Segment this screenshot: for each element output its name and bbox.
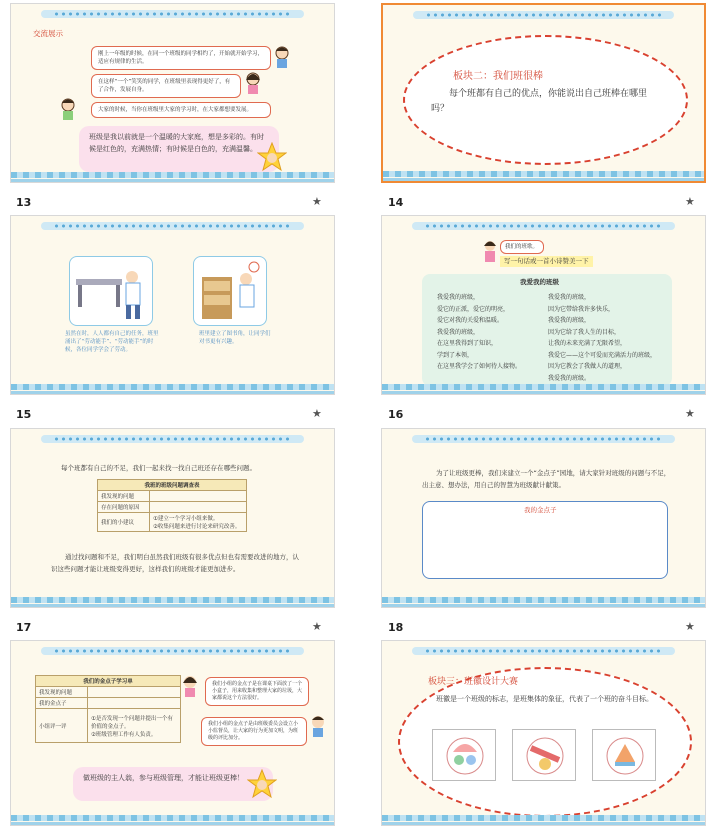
intro-text: 每个班都有自己的不足，我们一起来找一找自己班还存在哪些问题。	[61, 464, 256, 472]
dot-pattern	[53, 223, 292, 229]
dot-pattern	[53, 11, 292, 17]
girl-avatar	[244, 72, 262, 94]
poem-line: 在这里我学会了如何待人接物。	[437, 363, 522, 370]
girl-avatar	[482, 240, 498, 266]
star-girl-icon	[247, 769, 277, 801]
boy-avatar-2	[59, 98, 77, 120]
bottom-band	[11, 597, 334, 603]
summary-box: 做班级的主人翁，参与班级管理，才能让班级更棒！	[73, 767, 273, 801]
bottom-band	[11, 172, 334, 178]
slide-number: 18	[388, 621, 404, 634]
poem-line: 我爱它——这个可爱而充满活力的班级，	[548, 351, 657, 359]
speech-bubble-3: 大家的时候，当你在班级里大家的学习时，在大家都想要发展。	[91, 102, 271, 118]
bottom-band	[382, 384, 705, 390]
speech-bubble-1: 刚上一年级的时候，在同一个班级的同学相约了，开始就开始学习，适应有规律的生活。	[91, 46, 271, 70]
speech-bubble-1: 我们小组的金点子是在课桌下面放了一个小盒子，用来收集和整理大家的垃圾，大家都说这个方法很好。	[205, 677, 309, 706]
bottom-line	[382, 604, 705, 607]
dot-pattern	[424, 223, 663, 229]
row-label: 存在问题的原因	[98, 502, 150, 513]
row-label: 我们的小建议	[98, 513, 150, 532]
eval-1: ①是否发现一个问题并提出一个有价值的金点子。	[91, 715, 173, 730]
slide-thumbnail-19[interactable]	[10, 640, 335, 826]
poem-line: 爱它对我的关爱和温暖。	[437, 317, 504, 324]
poem-line: 我爱我的班级，	[437, 294, 480, 301]
speech-bubble: 我们的班歌。	[500, 240, 544, 254]
table-cell[interactable]	[150, 491, 247, 502]
slide-number: 14	[388, 196, 404, 209]
star-icon[interactable]: ★	[312, 620, 322, 633]
golden-idea-table	[35, 675, 181, 743]
table-cell[interactable]	[88, 687, 181, 698]
boy-avatar	[309, 715, 327, 737]
summary-paragraph: 通过找问题和不足，我们明白虽然我们班级有很多优点但也有需要改进的地方，认识这些问题才能让班级变得更好，这样我们的班级才能更加进步。	[51, 553, 299, 573]
section-body: 每个班都有自己的优点，你能说出自己班棒在哪里吗？	[431, 89, 648, 114]
summary-box: 班级是我以前就是一个温暖的大家庭，想是多彩的。有时候是红色的，充满热情；有时候是白色的，充满温馨。	[79, 126, 279, 172]
poem-title: 我爱我的班级	[520, 278, 559, 286]
row-label: 我发现的问题	[36, 687, 88, 698]
slide-number: 17	[16, 621, 32, 634]
bottom-band	[383, 171, 704, 177]
caption-1: 虽然在时，人人都有自己的任务，班里涌出了“劳动能手”、“劳动能手”的时候，各位同学学会了劳动。	[65, 331, 159, 353]
classroom-cleaning-picture	[69, 256, 153, 326]
bottom-band	[382, 597, 705, 603]
table-cell	[88, 709, 181, 743]
section-heading: 板块三：班徽设计大赛	[428, 677, 519, 687]
slide-title: 交流展示	[33, 29, 63, 38]
row-label: 我的金点子	[36, 698, 88, 709]
caption-2: 班里建立了图书角，让同学们对书更有兴趣。	[199, 331, 271, 345]
class-badge-sample-3	[592, 729, 656, 781]
bottom-band	[382, 815, 705, 821]
star-icon[interactable]: ★	[312, 407, 322, 420]
section-heading: 板块二：我们班很棒	[453, 71, 543, 82]
star-girl-icon	[257, 142, 287, 174]
poem-line: 我爱我的班级，	[437, 328, 480, 336]
slide-thumbnail-13[interactable]	[10, 3, 335, 183]
bottom-line	[383, 178, 704, 181]
bottom-line	[11, 822, 334, 825]
slide-thumbnail-20[interactable]	[381, 640, 706, 826]
slide-thumbnail-14[interactable]	[381, 3, 706, 183]
bottom-line	[11, 391, 334, 394]
star-icon[interactable]: ★	[685, 195, 695, 208]
poem-line: 我爱我的班级，	[548, 317, 591, 324]
dot-pattern	[424, 436, 663, 442]
table-cell[interactable]	[88, 698, 181, 709]
problem-survey-table	[97, 479, 247, 532]
poem-column-1	[437, 292, 547, 373]
slide-thumbnail-15[interactable]	[10, 215, 335, 395]
table-title: 我班的班级问题调查表	[98, 480, 247, 491]
eval-2: ②班级管理工作有人负责。	[91, 731, 157, 738]
suggestion-1: ①建立一个学习小组来做。	[153, 516, 219, 522]
table-cell	[150, 513, 247, 532]
poem-column-2	[548, 292, 670, 384]
star-icon[interactable]: ★	[685, 407, 695, 420]
dot-pattern	[425, 12, 662, 18]
table-cell[interactable]	[150, 502, 247, 513]
speech-bubble-2: 我们小组的金点子是由班级委员会设立小小监督员，让大家的行为更加文明，为班级的评比加分。	[201, 717, 307, 746]
speech-bubble-2: 在这样“一个”笑笑的同学，在班级里表现得更好了，有了合作，发展自身。	[91, 74, 241, 98]
row-label: 小组评一评	[36, 709, 88, 743]
bottom-line	[382, 822, 705, 825]
slide-thumbnail-17[interactable]	[10, 428, 335, 608]
slide-thumbnail-16[interactable]	[381, 215, 706, 395]
row-label: 我发现的问题	[98, 491, 150, 502]
slide-number: 15	[16, 408, 32, 421]
bottom-line	[11, 604, 334, 607]
poem-line: 我爱我的班级。	[548, 374, 591, 382]
poem-line: 因为它带给我许多快乐，	[548, 305, 615, 313]
poem-line: 学到了本领，	[437, 351, 474, 359]
slide-thumbnail-18[interactable]	[381, 428, 706, 608]
poem-line: 在这里我得到了知识，	[437, 340, 498, 347]
bottom-line	[11, 179, 334, 182]
suggestion-2: ②收集问题来进行讨论来研究改善。	[153, 524, 241, 530]
poem-line: 爱它的正派，爱它的明亮，	[437, 305, 510, 313]
bottom-band	[11, 815, 334, 821]
dot-pattern	[53, 648, 292, 654]
section-body: 班徽是一个班级的标志，是班集体的象征，代表了一个班的奋斗目标。	[436, 695, 653, 703]
poem-line: 因为它教会了我做人的道理，	[548, 363, 627, 370]
poem-line: 让我的未来充满了无限希望，	[548, 340, 627, 347]
class-badge-sample-1	[432, 729, 496, 781]
bookshelf-picture	[193, 256, 267, 326]
girl-avatar	[181, 675, 199, 697]
class-badge-sample-2	[512, 729, 576, 781]
boy-avatar	[273, 46, 291, 68]
star-icon[interactable]: ★	[312, 195, 322, 208]
dot-pattern	[53, 436, 292, 442]
star-icon[interactable]: ★	[685, 620, 695, 633]
slide-number: 13	[16, 196, 32, 209]
slide-number: 16	[388, 408, 404, 421]
banner-text: 写一句话或一首小诗赞美一下	[500, 256, 593, 267]
dot-pattern	[424, 648, 663, 654]
poem-line: 我爱我的班级，	[548, 294, 591, 301]
poem-line: 因为它给了我人生的目标，	[548, 328, 621, 336]
intro-text: 为了让班级更棒，我们来建立一个“金点子”园地，请大家针对班级的问题与不足，出主意、想办法，用自己的智慧为班级献计献策。	[422, 469, 671, 489]
table-title: 我们的金点子学习单	[36, 676, 181, 687]
bottom-band	[11, 384, 334, 390]
idea-box-title: 我的金点子	[524, 506, 557, 514]
bottom-line	[382, 391, 705, 394]
